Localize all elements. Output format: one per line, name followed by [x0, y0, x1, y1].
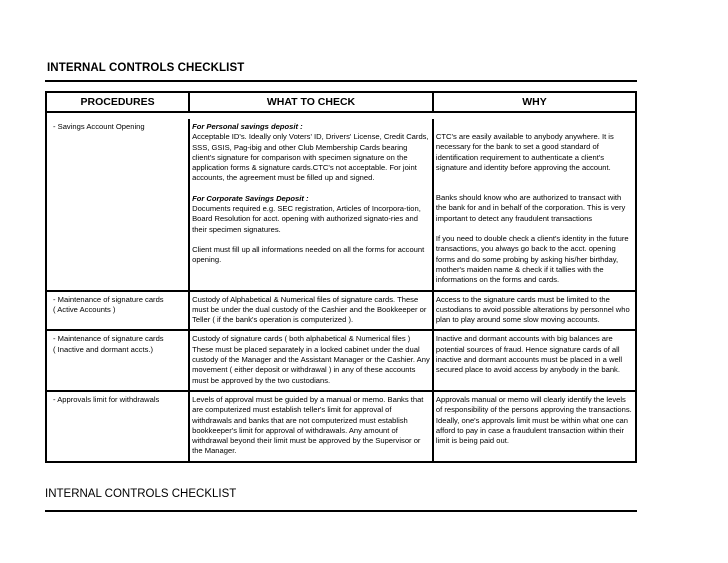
procedure-cell — [46, 291, 189, 331]
procedure-cell — [46, 391, 189, 462]
table-row — [46, 330, 636, 390]
header-spacer — [46, 112, 636, 119]
check-text: Client must fill up all informations needed on all the forms for account opening. — [192, 244, 425, 265]
check-text: Documents required e.g. SEC registration, Articles of Incorpora-tion, Board Resolution for acct. opening with authorized signato-ries and their specimen signatures. — [192, 204, 421, 234]
why-cell — [433, 330, 636, 390]
table-row — [46, 119, 636, 291]
table-row — [46, 291, 636, 331]
why-text: Access to the signature cards must be limited to the custodians to avoid possible alterations by personnel who plan to play around some slow moving accounts. — [435, 294, 630, 325]
procedure-text: - Maintenance of signature cards ( Active Accounts ) — [53, 294, 164, 314]
page-title: INTERNAL CONTROLS CHECKLIST — [47, 62, 245, 74]
check-text: Custody of Alphabetical & Numerical files of signature cards. These must be under the dual custody of the Cashier and the Bookkeeper or Teller ( if the bank's operation is computerized ). — [192, 294, 427, 325]
column-header-procedures: PROCEDURES — [46, 92, 189, 112]
title-rule — [45, 80, 637, 82]
check-text: Levels of approval must be guided by a manual or memo. Banks that are computerized must establish teller's limit for approval of withdrawals and banks that are not computerized must establish bookkeeper's limit for approval of withdrawals. Any amount of withdrawal beyond their limit must be approved by the Supervisor or the Manager. — [192, 394, 424, 456]
check-cell — [189, 330, 433, 390]
table-header-row — [46, 92, 636, 112]
procedure-text: - Maintenance of signature cards ( Inactive and dormant accts.) — [53, 334, 164, 354]
check-text: Custody of signature cards ( both alphabetical & Numerical files ) These must be placed separately in a locked cabinet under the dual custody of the Manager and the Assistant Manager or the Cashier. Any movement ( either deposit or withdrawal ) in any of these accounts must be approved by the two custodians. — [192, 334, 430, 385]
footer-rule — [45, 510, 637, 512]
why-cell — [433, 291, 636, 331]
footer-title: INTERNAL CONTROLS CHECKLIST — [45, 488, 237, 500]
check-cell — [189, 291, 433, 331]
check-cell — [189, 391, 433, 462]
why-text: If you need to double check a client's identity in the future transactions, you always go back to the acct. opening forms and do some probing by asking his/her birthday, mother's maiden name & check if it tallies with the informations on the forms and cards. — [435, 234, 629, 285]
why-cell — [433, 391, 636, 462]
procedure-text: - Approvals limit for withdrawals — [53, 394, 160, 404]
column-header-why: WHY — [433, 92, 636, 112]
column-header-what-to-check: WHAT TO CHECK — [189, 92, 433, 112]
procedure-text: - Savings Account Opening — [53, 122, 145, 131]
checklist-table — [45, 91, 637, 463]
why-text: CTC's are easily available to anybody anywhere. It is necessary for the bank to set a good standard of identification requirement to authenticate a client's signature and identity before approving the account. — [435, 132, 614, 172]
check-heading: For Personal savings deposit : — [192, 122, 303, 131]
why-cell — [433, 119, 636, 291]
check-cell — [189, 119, 433, 291]
why-text: Banks should know who are authorized to transact with the bank for and in behalf of the corporation. This is very important to detect any fraudulent transactions — [435, 193, 626, 223]
why-text: Approvals manual or memo will clearly identify the levels of responsibility of the persons approving the transactions. Ideally, one's approvals limit must be within what one can afford to pay in case a fraudulent transaction within their limit is being paid out. — [435, 394, 632, 446]
why-text: Inactive and dormant accounts with big balances are potential sources of fraud. Hence signature cards of all inactive and dormant accounts must be placed in a well secured place to avoid access by anybody in the bank. — [435, 334, 623, 375]
procedure-cell — [46, 330, 189, 390]
check-text: Acceptable ID's. Ideally only Voters' ID, Drivers' License, Credit Cards, SSS, GSIS, Pag-ibig and other Club Membership Cards bearing client's signature for comparison with specimen signature on the application forms & signature cards.CTC's not acceptable. For joint accounts, the agreement must be filled up and signed. — [192, 132, 429, 183]
check-heading: For Corporate Savings Deposit : — [192, 193, 309, 203]
table-row — [46, 391, 636, 462]
procedure-cell — [46, 119, 189, 291]
